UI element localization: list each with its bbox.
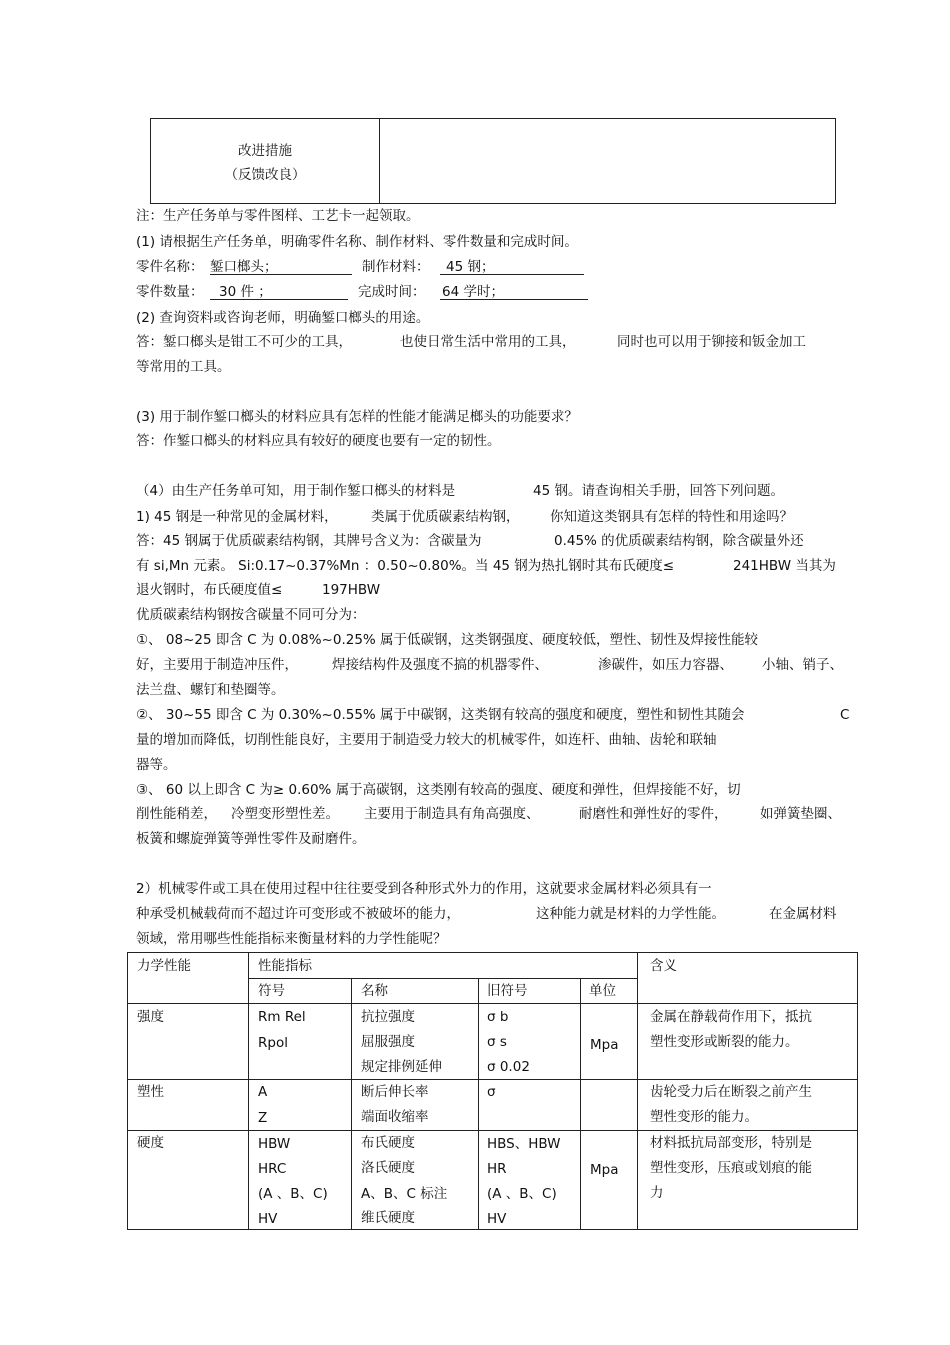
row-hardness-symbol: HV <box>258 1211 278 1227</box>
row-strength-name: 抗拉强度 <box>361 1009 415 1025</box>
row-strength-old: σ 0.02 <box>487 1059 530 1075</box>
time-value: 64 学时； <box>442 284 504 300</box>
row-strength-meaning: 塑性变形或断裂的能力。 <box>650 1034 799 1050</box>
q2-answer-part3: 同时也可以用于铆接和钣金加工 <box>617 334 806 350</box>
q1-question: (1) 请根据生产任务单，明确零件名称、制作材料、零件数量和完成时间。 <box>136 234 578 250</box>
row-hardness-symbol: HRC <box>258 1161 287 1177</box>
q2-answer-part1: 答：錾口榔头是钳工不可少的工具， <box>136 334 352 350</box>
header-name: 名称 <box>361 983 388 999</box>
improvement-table <box>150 118 836 204</box>
mid-carbon-line3: 器等。 <box>136 757 177 773</box>
qty-underline <box>210 299 348 300</box>
row-plasticity-old: σ <box>487 1084 496 1100</box>
s1-question-part1: 1) 45 钢是一种常见的金属材料， <box>136 509 338 525</box>
s1-question-part2: 类属于优质碳素结构钢， <box>371 509 520 525</box>
row-strength-prop: 强度 <box>137 1009 164 1025</box>
row-plasticity-name: 断后伸长率 <box>361 1084 429 1100</box>
material-underline <box>440 274 584 275</box>
material-label: 制作材料： <box>362 259 430 275</box>
mid-carbon-line2: 量的增加而降低，切削性能良好，主要用于制造受力较大的机械零件，如连杆、曲轴、齿轮和联轴 <box>136 732 717 748</box>
mid-carbon-line1-part1: ②、 30~55 即含 C 为 0.30%~0.55% 属于中碳钢，这类钢有较高的强度和硬度，塑性和韧性其随会 <box>136 707 745 723</box>
high-carbon-line1: ③、 60 以上即含 C 为≥ 0.60% 属于高碳钢，这类刚有较高的强度、硬度和弹性，但焊接能不好，切 <box>136 782 741 798</box>
high-carbon-line3: 板簧和螺旋弹簧等弹性零件及耐磨件。 <box>136 831 366 847</box>
q4-intro-part1: （4）由生产任务单可知，用于制作錾口榔头的材料是 <box>136 483 456 499</box>
row-strength-old: σ s <box>487 1034 507 1050</box>
s1-answer-line1-part1: 答：45 钢属于优质碳素结构钢，其牌号含义为：含碳量为 <box>136 533 482 549</box>
row-line <box>128 1079 857 1080</box>
row-strength-symbol: Rm Rel <box>258 1009 306 1025</box>
s2-line2-part3: 在金属材料 <box>769 906 837 922</box>
row-plasticity-name: 端面收缩率 <box>361 1109 429 1125</box>
low-carbon-line2-part3: 渗碳件，如压力容器、 <box>598 657 733 673</box>
high-carbon-line2-part2: 冷塑变形塑性差。 <box>231 806 339 822</box>
low-carbon-line3: 法兰盘、螺钉和垫圈等。 <box>136 682 285 698</box>
q3-answer: 答：作錾口榔头的材料应具有较好的硬度也要有一定的韧性。 <box>136 433 501 449</box>
row-strength-name: 屈服强度 <box>361 1034 415 1050</box>
s1-answer-line3-part2: 197HBW <box>322 582 381 598</box>
header-index: 性能指标 <box>258 958 312 974</box>
row-strength-meaning: 金属在静载荷作用下，抵抗 <box>650 1009 812 1025</box>
row-hardness-meaning: 材料抵抗局部变形，特别是 <box>650 1135 812 1151</box>
header-old-symbol: 旧符号 <box>487 983 528 999</box>
mid-carbon-line1-part2: C <box>840 707 850 723</box>
row-plasticity-symbol: A <box>258 1084 268 1100</box>
row-plasticity-meaning: 塑性变形的能力。 <box>650 1109 758 1125</box>
row-hardness-old: HBS、HBW <box>487 1136 561 1152</box>
low-carbon-line2-part4: 小轴、销子、 <box>762 657 843 673</box>
row-hardness-meaning: 力 <box>650 1185 664 1201</box>
low-carbon-line2-part1: 好，主要用于制造冲压件， <box>136 657 298 673</box>
row-plasticity-meaning: 齿轮受力后在断裂之前产生 <box>650 1084 812 1100</box>
row-hardness-name: A、B、C 标注 <box>361 1186 448 1202</box>
table-divider <box>379 119 380 203</box>
row-hardness-name: 布氏硬度 <box>361 1135 415 1151</box>
row-hardness-old: HR <box>487 1161 507 1177</box>
row-hardness-symbol: (A 、B、C) <box>258 1186 328 1202</box>
s1-answer-line2-part1: 有 si,Mn 元素。 Si:0.17~0.37%Mn ：0.50~0.80%。当 45 钢为热扎钢时其布氏硬度≤ <box>136 558 675 574</box>
s2-line1: 2）机械零件或工具在使用过程中往往要受到各种形式外力的作用，这就要求金属材料必须具有一 <box>136 881 712 897</box>
s1-answer-line3-part1: 退火钢时，布氏硬度值≤ <box>136 582 283 598</box>
s2-line2-part1: 种承受机械载荷而不超过许可变形或不被破坏的能力， <box>136 906 460 922</box>
improvement-label: 改进措施 <box>238 143 292 159</box>
q2-question: (2) 查询资料或咨询老师，明确錾口榔头的用途。 <box>136 310 430 326</box>
row-line <box>128 1130 857 1131</box>
row-strength-old: σ b <box>487 1009 509 1025</box>
col-line <box>580 978 581 1229</box>
col-line <box>637 953 638 1229</box>
q2-answer-line2: 等常用的工具。 <box>136 359 231 375</box>
row-plasticity-prop: 塑性 <box>137 1084 164 1100</box>
high-carbon-line2-part3: 主要用于制造具有角高强度、 <box>364 806 540 822</box>
note-text: 注：生产任务单与零件图样、工艺卡一起领取。 <box>136 208 420 224</box>
header-prop: 力学性能 <box>137 958 191 974</box>
part-name-underline <box>210 274 352 275</box>
col-line <box>351 978 352 1229</box>
row-hardness-unit: Mpa <box>590 1162 619 1178</box>
s2-line3: 领域，常用哪些性能指标来衡量材料的力学性能呢？ <box>136 931 447 947</box>
time-underline <box>440 299 588 300</box>
time-label: 完成时间： <box>358 284 426 300</box>
high-carbon-line2-part5: 如弹簧垫圈、 <box>760 806 841 822</box>
col-line <box>248 953 249 1229</box>
header-symbol: 符号 <box>258 983 285 999</box>
s2-line2-part2: 这种能力就是材料的力学性能。 <box>536 906 725 922</box>
row-line <box>248 978 637 979</box>
q4-intro-part2: 45 钢。请查询相关手册，回答下列问题。 <box>533 483 784 499</box>
qty-label: 零件数量： <box>136 284 204 300</box>
row-hardness-old: HV <box>487 1211 507 1227</box>
mechanical-properties-table <box>127 952 858 1230</box>
low-carbon-line2-part2: 焊接结构件及强度不搞的机器零件、 <box>332 657 548 673</box>
material-value: 45 钢； <box>446 259 495 275</box>
row-hardness-name: 维氏硬度 <box>361 1210 415 1226</box>
q2-answer-part2: 也使日常生活中常用的工具， <box>400 334 576 350</box>
row-hardness-meaning: 塑性变形，压痕或划痕的能 <box>650 1160 812 1176</box>
q3-question: (3) 用于制作錾口榔头的材料应具有怎样的性能才能满足榔头的功能要求？ <box>136 409 578 425</box>
row-strength-unit: Mpa <box>590 1037 619 1053</box>
part-name-label: 零件名称： <box>136 259 204 275</box>
row-plasticity-symbol: Z <box>258 1110 268 1126</box>
row-hardness-prop: 硬度 <box>137 1135 164 1151</box>
high-carbon-line2-part1: 削性能稍差， <box>136 806 217 822</box>
part-name-value: 錾口榔头； <box>210 259 278 275</box>
row-line <box>128 1003 857 1004</box>
header-meaning: 含义 <box>650 958 677 974</box>
row-hardness-old: (A 、B、C) <box>487 1186 557 1202</box>
row-hardness-name: 洛氏硬度 <box>361 1160 415 1176</box>
s1-answer-line1-part2: 0.45% 的优质碳素结构钢，除含碳量外还 <box>554 533 804 549</box>
feedback-label: （反馈改良） <box>224 167 306 183</box>
row-hardness-symbol: HBW <box>258 1136 291 1152</box>
row-strength-name: 规定排例延伸 <box>361 1059 442 1075</box>
qty-value: 30 件 ； <box>219 284 272 300</box>
col-line <box>478 978 479 1229</box>
header-unit: 单位 <box>589 983 616 999</box>
s1-question-part3: 你知道这类钢具有怎样的特性和用途吗？ <box>550 509 793 525</box>
classify-text: 优质碳素结构钢按含碳量不同可分为： <box>136 607 366 623</box>
row-strength-symbol: Rpol <box>258 1035 288 1051</box>
s1-answer-line2-part2: 241HBW 当其为 <box>733 558 836 574</box>
high-carbon-line2-part4: 耐磨性和弹性好的零件， <box>579 806 728 822</box>
low-carbon-line1: ①、 08~25 即含 C 为 0.08%~0.25% 属于低碳钢，这类钢强度、硬度较低，塑性、韧性及焊接性能较 <box>136 632 759 648</box>
